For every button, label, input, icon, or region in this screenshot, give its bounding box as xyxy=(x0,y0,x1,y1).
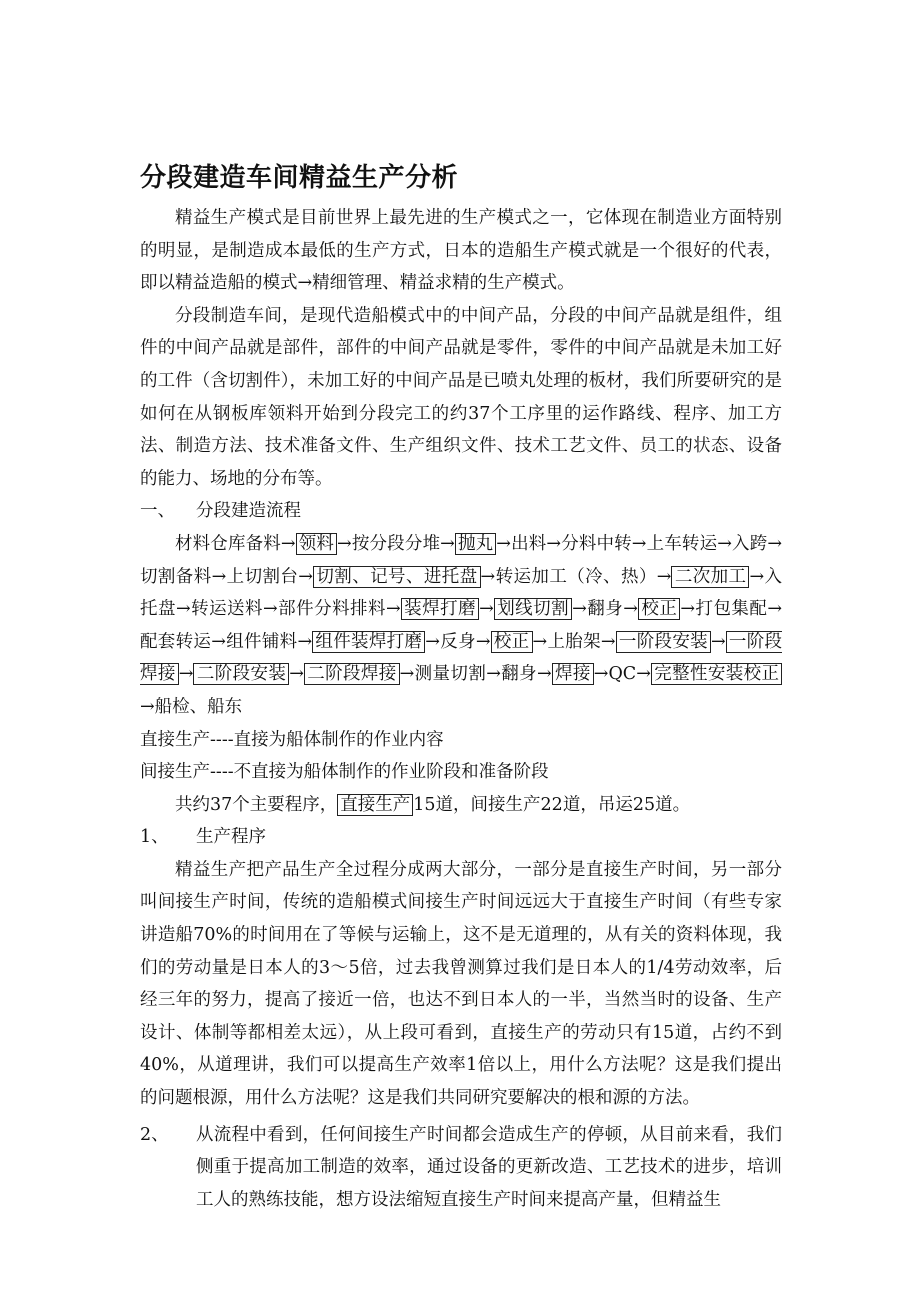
flow-text: →出料→分料中转→上车转运→入跨→切割备料→上切割台→ xyxy=(140,533,783,587)
section-heading-process xyxy=(140,495,782,528)
flow-boxed-step: 一阶段安装 xyxy=(616,631,711,653)
flow-text: →入托盘→转运送料→部件分料排料→ xyxy=(140,566,783,620)
flow-boxed-step: 组件装焊打磨 xyxy=(312,631,425,653)
flow-boxed-step: 校正 xyxy=(638,598,680,620)
summary-post: 15道，间接生产22道，吊运25道。 xyxy=(413,794,691,815)
document-body xyxy=(140,158,782,1216)
process-flow xyxy=(140,528,782,724)
flow-boxed-step: 领料 xyxy=(296,533,337,555)
flow-boxed-step: 二次加工 xyxy=(671,566,749,588)
flow-text: →QC→ xyxy=(593,664,651,685)
summary-pre: 共约37个主要程序， xyxy=(175,794,338,815)
flow-boxed-step: 划线切割 xyxy=(494,598,572,620)
summary-boxed-term: 直接生产 xyxy=(337,794,413,816)
list-item-text: 从流程中看到，任何间接生产时间都会造成生产的停顿，从目前来看，我们侧重于提高加工制造的效率，通过设备的更新改造、工艺技术的进步，培训工人的熟练技能，想方设法缩短直接生产时间来提高产量，但精益生 xyxy=(196,1124,782,1210)
flow-text: →翻身→ xyxy=(572,599,638,620)
flow-text: 材料仓库备料→ xyxy=(175,533,296,554)
flow-text: → xyxy=(479,599,494,620)
flow-text: →上胎架→ xyxy=(532,631,616,652)
flow-text: →测量切割→翻身→ xyxy=(399,664,552,685)
section-heading-production xyxy=(140,821,782,854)
summary-paragraph xyxy=(140,789,782,822)
flow-boxed-step: 抛丸 xyxy=(455,533,496,555)
flow-text: →转运加工（冷、热）→ xyxy=(480,566,672,587)
flow-text: → xyxy=(710,631,726,652)
indirect-production-definition: 间接生产----不直接为船体制作的作业阶段和准备阶段 xyxy=(140,762,549,783)
flow-boxed-step: 一阶段焊接 xyxy=(140,631,783,685)
flow-boxed-step: 二阶段焊接 xyxy=(304,663,400,685)
flow-text: →反身→ xyxy=(425,631,491,652)
document-title: 分段建造车间精益生产分析 xyxy=(140,163,459,193)
flow-boxed-step: 装焊打磨 xyxy=(401,598,479,620)
flow-text: → xyxy=(178,664,194,685)
flow-text: → xyxy=(289,664,304,685)
flow-boxed-step: 完整性安装校正 xyxy=(651,663,782,685)
flow-boxed-step: 焊接 xyxy=(552,663,594,685)
flow-boxed-step: 二阶段安装 xyxy=(193,663,289,685)
production-time-paragraph: 精益生产把产品生产全过程分成两大部分，一部分是直接生产时间，另一部分叫间接生产时间，传统的造船模式间接生产时间远远大于直接生产时间（有些专家讲造船70%的时间用在了等候与运输上，这不是无道理的，从有关的资料体现，我们的劳动量是日本人的3～5倍，过去我曾测算过我们是日本人的1/4劳动效率，后经三年的努力，提高了接近一倍，也达不到日本人的一半，当然当时的设备、生产设计、体制等都相差太远），从上段可看到，直接生产的劳动只有15道，占约不到40%，从道理讲，我们可以提高生产效率1倍以上，用什么方法呢？这是我们提出的问题根源，用什么方法呢？这是我们共同研究要解决的根和源的方法。 xyxy=(140,859,782,1109)
list-item-2 xyxy=(140,1119,782,1217)
section-number: 一、 xyxy=(140,501,175,522)
workshop-paragraph: 分段制造车间，是现代造船模式中的中间产品，分段的中间产品就是组件，组件的中间产品就是部件，部件的中间产品就是零件，零件的中间产品就是未加工好的工件（含切割件），未加工好的中间产品是已喷丸处理的板材，我们所要研究的是如何在从钢板库领料开始到分段完工的约37个工序里的运作路线、程序、加工方法、制造方法、技术准备文件、生产组织文件、技术工艺文件、员工的状态、设备的能力、场地的分布等。 xyxy=(140,305,782,489)
flow-text: →按分段分堆→ xyxy=(337,533,455,554)
list-item-number: 2、 xyxy=(140,1124,169,1145)
flow-boxed-step: 校正 xyxy=(491,631,533,653)
intro-paragraph: 精益生产模式是目前世界上最先进的生产模式之一，它体现在制造业方面特别的明显，是制造成本最低的生产方式，日本的造船生产模式就是一个很好的代表，即以精益造船的模式→精细管理、精益求精的生产模式。 xyxy=(140,208,782,294)
direct-production-definition: 直接生产----直接为船体制作的作业内容 xyxy=(140,729,444,750)
flow-boxed-step: 切割、记号、进托盘 xyxy=(313,566,481,588)
section-label: 生产程序 xyxy=(196,827,266,848)
flow-text: →打包集配→配套转运→组件铺料→ xyxy=(140,599,783,652)
section-label: 分段建造流程 xyxy=(196,501,301,522)
flow-text: →船检、船东 xyxy=(140,696,243,717)
section-number: 1、 xyxy=(140,827,169,848)
